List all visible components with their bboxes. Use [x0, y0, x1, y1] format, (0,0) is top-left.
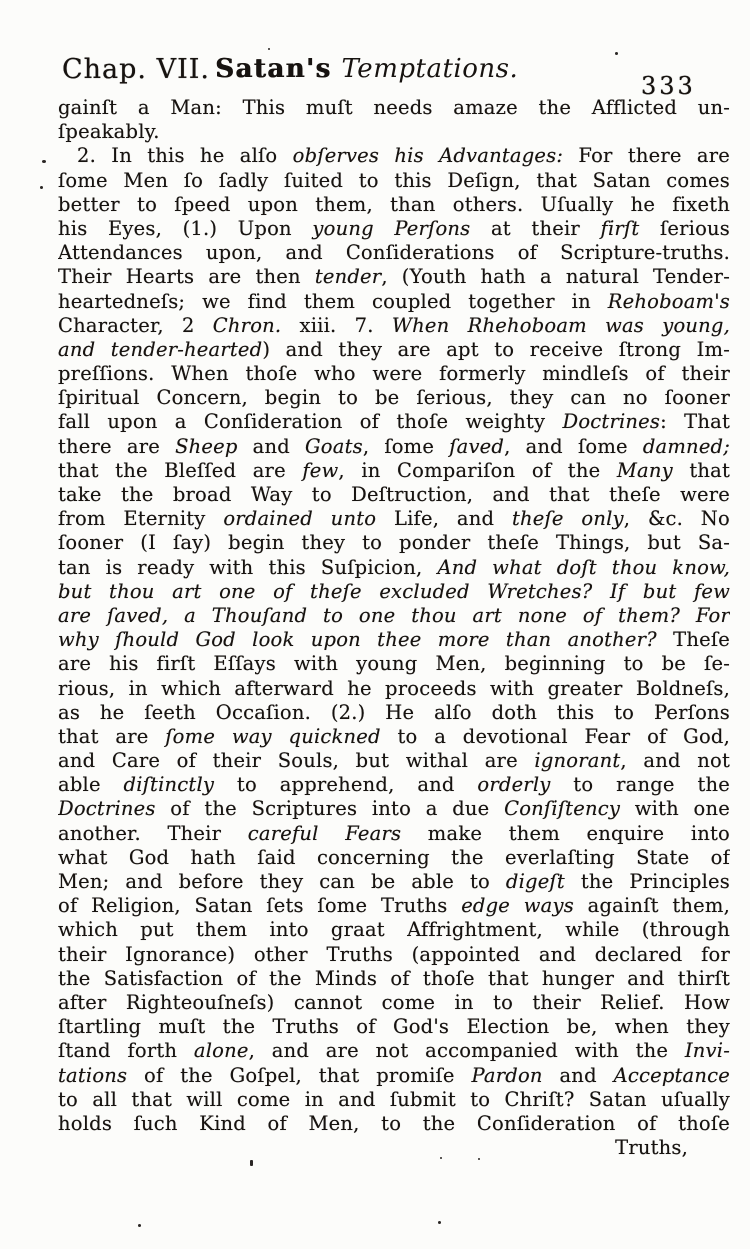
text-segment: , in Compariſon of the	[338, 458, 617, 482]
italic-text-segment: Invi-	[684, 1039, 730, 1063]
text-segment: : That	[660, 410, 730, 434]
ink-speck	[268, 48, 270, 50]
text-segment: are his firſt Eſſays with young Men, beginning to be ſe-	[58, 652, 730, 676]
text-segment: to all that will come in and ſubmit to Chriſt? Satan uſually	[58, 1087, 730, 1111]
text-line	[58, 410, 730, 434]
text-line	[58, 193, 730, 217]
text-segment: from Eternity	[58, 507, 224, 531]
text-line	[58, 1064, 730, 1088]
italic-text-segment: orderly	[477, 773, 551, 797]
text-segment: make them enquire into	[401, 821, 730, 845]
text-line	[58, 338, 730, 362]
ink-speck	[478, 1158, 480, 1160]
text-line	[58, 265, 730, 289]
text-line	[58, 701, 730, 725]
text-line	[58, 604, 730, 628]
italic-text-segment: few	[302, 458, 339, 482]
italic-text-segment: tations	[58, 1063, 128, 1087]
text-segment: Men; and before they can be able to	[58, 870, 506, 893]
page-number: 333	[641, 72, 696, 100]
text-line	[58, 967, 730, 991]
ink-speck	[250, 1160, 253, 1166]
text-segment: ſtartling muſt the Truths of God's Election be, when they	[58, 1015, 730, 1039]
text-segment: with one	[620, 797, 730, 821]
running-title-italic: Temptations.	[341, 54, 519, 84]
text-segment: at their	[470, 216, 601, 240]
text-segment: that	[672, 458, 730, 482]
text-segment: of Religion, Satan ſets ſome Truths	[58, 894, 462, 918]
italic-text-segment: Chron.	[212, 313, 282, 337]
italic-text-segment: and tender-hearted	[58, 337, 263, 361]
text-segment: ſerious	[639, 216, 730, 240]
text-line	[58, 169, 730, 193]
italic-text-segment: tender	[314, 265, 382, 289]
text-segment: Truths,	[615, 1136, 688, 1160]
text-line	[58, 628, 730, 652]
text-segment: ſooner (I ſay) begin they to ponder theſe Things, but Sa-	[58, 531, 730, 555]
italic-text-segment: careful Fears	[247, 821, 402, 845]
italic-text-segment: Rehoboam's	[607, 289, 730, 313]
text-segment: tan is ready with this Suſpicion,	[58, 555, 438, 579]
text-line	[58, 652, 730, 676]
text-segment: as he ſeeth Occaſion. (2.) He alſo doth this to Perſons	[58, 700, 730, 724]
text-segment: heartedneſs; we find them coupled together in	[58, 289, 608, 313]
text-segment: ſome Men ſo ſadly ſuited to this Deſign, that Satan comes	[58, 168, 730, 192]
text-segment: better to ſpeed upon them, than others. Uſually he fixeth	[58, 192, 730, 216]
italic-text-segment: When Rhehoboam was young,	[391, 313, 730, 337]
text-segment: , &c. No	[623, 507, 730, 531]
italic-text-segment: ordained unto	[223, 507, 377, 531]
text-segment: and	[542, 1063, 614, 1087]
ink-speck	[440, 1157, 442, 1159]
italic-text-segment: digeſt	[505, 870, 565, 893]
text-line	[58, 362, 730, 386]
italic-text-segment: diſtinctly	[123, 773, 215, 797]
italic-text-segment: firſt	[600, 216, 640, 240]
ink-speck	[42, 160, 46, 163]
text-line	[58, 870, 730, 894]
text-line	[58, 120, 730, 144]
italic-text-segment: ignorant	[534, 749, 621, 773]
text-segment: of the Goſpel, that promiſe	[127, 1063, 472, 1087]
text-segment: 2. In this he alſo	[77, 144, 293, 168]
italic-text-segment: Acceptance	[613, 1063, 730, 1087]
text-segment: that the Bleſſed are	[58, 458, 303, 482]
text-segment: take the broad Way to Deſtruction, and that theſe were	[58, 483, 730, 506]
text-line	[58, 822, 730, 846]
text-segment: gainſt a Man: This muſt needs amaze the Afflicted un-	[58, 96, 730, 119]
text-segment: xiii. 7.	[281, 313, 392, 337]
running-title	[215, 54, 518, 84]
text-segment: another. Their	[58, 821, 248, 845]
text-line	[58, 894, 730, 918]
text-segment: Their Hearts are then	[58, 265, 315, 289]
text-segment: preſſions. When thoſe who were formerly mindleſs of their	[58, 362, 730, 386]
italic-text-segment: ſome way quickned	[165, 724, 381, 748]
text-line	[58, 241, 730, 265]
text-segment: ſpiritual Concern, begin to be ſerious, they can no ſooner	[58, 386, 730, 410]
text-segment: after Righteouſneſs) cannot come in to their Relief. How	[58, 990, 730, 1014]
text-segment: and	[237, 434, 306, 458]
text-segment: their Ignorance) other Truths (appointed and declared for	[58, 942, 730, 966]
text-line	[58, 797, 730, 821]
text-line	[58, 314, 730, 338]
text-line	[58, 386, 730, 410]
italic-text-segment: Sheep	[175, 434, 238, 458]
text-line	[58, 483, 730, 507]
text-line	[58, 677, 730, 701]
running-header	[62, 52, 696, 100]
italic-text-segment: are ſaved, a Thouſand to one thou art none of them? For	[58, 603, 730, 627]
italic-text-segment: Many	[616, 458, 673, 482]
italic-text-segment: Conſiſtency	[504, 797, 621, 821]
italic-text-segment: but thou art one of theſe excluded Wretches? If but few	[58, 579, 730, 603]
text-segment: For there are	[563, 144, 730, 168]
italic-text-segment: obſerves his Advantages:	[292, 144, 564, 168]
text-line	[58, 507, 730, 531]
text-segment: , and are not accompanied with the	[248, 1039, 685, 1063]
text-segment: fall upon a Conſideration of thoſe weighty	[58, 410, 563, 434]
italic-text-segment: young Perſons	[312, 216, 471, 240]
text-segment: ſpeakably.	[58, 120, 160, 144]
ink-speck	[40, 186, 43, 189]
text-segment: holds ſuch Kind of Men, to the Conſideration of thoſe	[58, 1111, 730, 1135]
italic-text-segment: Goats	[305, 434, 363, 458]
text-segment: to apprehend, and	[214, 773, 478, 797]
italic-text-segment: damned;	[642, 434, 730, 458]
text-segment: to a devotional Fear of God,	[380, 724, 730, 748]
text-line	[58, 531, 730, 555]
italic-text-segment: edge ways	[461, 894, 574, 918]
text-segment: , (Youth hath a natural Tender-	[381, 265, 730, 289]
text-segment: ) and they are apt to receive ſtrong Im-	[262, 337, 730, 361]
text-line	[58, 556, 730, 580]
text-line	[58, 749, 730, 773]
italic-text-segment: Doctrines	[562, 410, 661, 434]
text-line	[58, 1088, 730, 1112]
text-line	[58, 943, 730, 967]
text-line	[58, 773, 730, 797]
text-line	[58, 96, 730, 120]
text-line	[58, 918, 730, 942]
body-text	[58, 96, 730, 1160]
text-line	[58, 144, 730, 168]
text-segment: Character, 2	[58, 313, 213, 337]
italic-text-segment: alone	[193, 1039, 249, 1063]
italic-text-segment: theſe only	[511, 507, 624, 531]
text-line	[58, 1112, 730, 1136]
text-segment: rious, in which afterward he proceeds with greater Boldneſs,	[58, 676, 730, 700]
text-line	[58, 846, 730, 870]
ink-speck	[438, 1221, 441, 1224]
text-segment: the Satisfaction of the Minds of thoſe that hunger and thirſt	[58, 966, 730, 990]
running-title-blackletter: Satan's	[215, 54, 332, 84]
text-segment: Life, and	[376, 507, 512, 531]
text-segment: which put them into graat Affrightment, while (through	[58, 918, 730, 942]
catchword	[58, 1136, 730, 1160]
text-segment: againſt them,	[573, 894, 730, 918]
text-segment: , ſome	[362, 434, 450, 458]
text-segment: to range the	[550, 773, 730, 797]
ink-speck	[138, 1224, 141, 1227]
text-segment: Theſe	[656, 628, 730, 652]
text-segment: Attendances upon, and Conſiderations of Scripture-truths.	[58, 241, 730, 265]
text-segment: , and not	[620, 749, 730, 773]
text-segment: what God hath ſaid concerning the everlaſting State of	[58, 845, 730, 869]
text-line	[58, 1039, 730, 1063]
text-line	[58, 435, 730, 459]
text-segment: able	[58, 773, 124, 797]
text-line	[58, 459, 730, 483]
text-segment: ſtand forth	[58, 1039, 194, 1063]
text-line	[58, 725, 730, 749]
italic-text-segment: Doctrines	[58, 797, 156, 821]
text-segment: the Principles	[564, 870, 730, 893]
italic-text-segment: And what doſt thou know,	[437, 555, 730, 579]
text-segment: , and ſome	[504, 434, 643, 458]
text-segment: there are	[58, 434, 176, 458]
text-segment: and Care of their Souls, but withal are	[58, 749, 535, 773]
text-segment: of the Scriptures into a due	[155, 797, 505, 821]
text-line	[58, 290, 730, 314]
italic-text-segment: ſaved	[449, 434, 505, 458]
text-line	[58, 217, 730, 241]
chapter-heading: Chap. VII.	[62, 54, 211, 85]
text-line	[58, 580, 730, 604]
italic-text-segment: Pardon	[471, 1063, 543, 1087]
text-segment: that are	[58, 724, 166, 748]
text-line	[58, 991, 730, 1015]
text-line	[58, 1015, 730, 1039]
ink-speck	[615, 52, 618, 55]
italic-text-segment: why ſhould God look upon thee more than another?	[58, 628, 657, 652]
text-segment: his Eyes, (1.) Upon	[58, 216, 313, 240]
